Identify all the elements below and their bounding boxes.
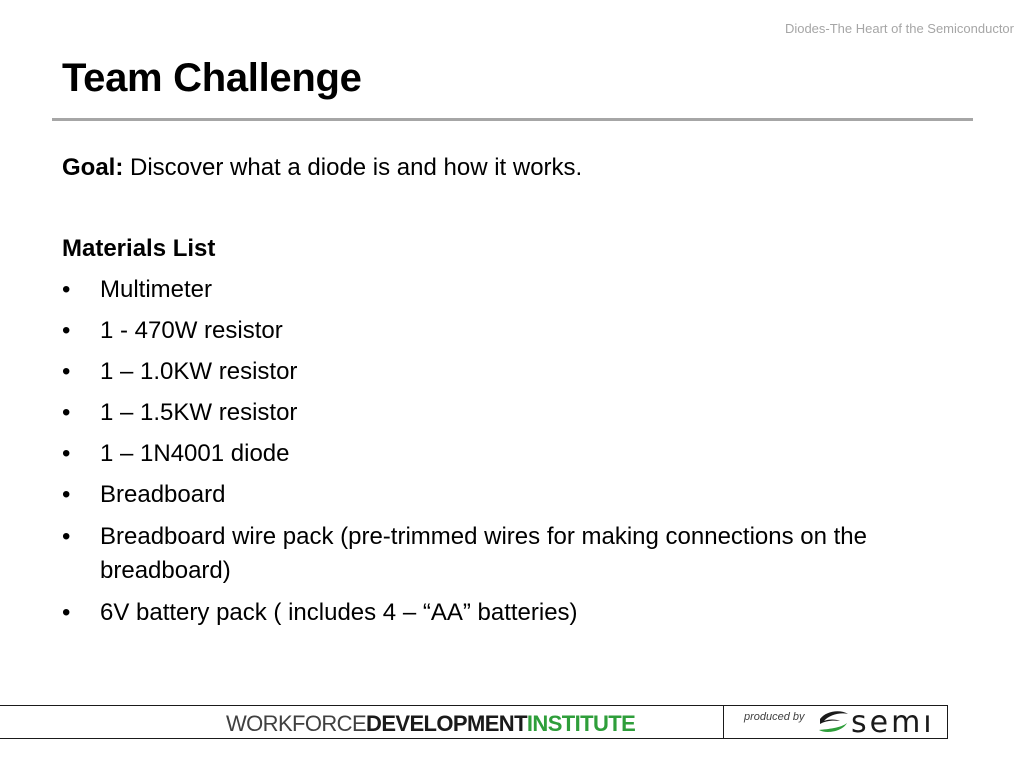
slide-content	[62, 152, 942, 629]
header-note: Diodes-The Heart of the Semiconductor	[784, 21, 1014, 36]
bullet-icon: •	[62, 317, 71, 344]
bullet-icon: •	[62, 440, 71, 467]
slide-title: Team Challenge	[62, 56, 362, 100]
bullet-icon: •	[62, 599, 71, 626]
materials-item-text: 1 – 1.5KW resistor	[100, 399, 298, 426]
materials-item	[62, 315, 942, 347]
goal-line	[62, 152, 942, 184]
materials-item	[62, 438, 942, 470]
title-divider	[52, 118, 973, 121]
bullet-icon: •	[62, 358, 71, 385]
materials-item-text: 1 - 470W resistor	[100, 317, 283, 344]
goal-label: Goal:	[62, 154, 124, 181]
materials-item	[62, 397, 942, 429]
materials-item	[62, 479, 942, 511]
semi-logo-text: semı	[851, 705, 935, 740]
wdi-development: DEVELOPMENT	[366, 711, 527, 736]
wdi-institute: INSTITUTE	[526, 711, 636, 736]
semi-swoosh-icon	[816, 708, 850, 736]
materials-item	[62, 356, 942, 388]
wdi-workforce: WORKFORCE	[226, 711, 367, 736]
materials-item-text: 6V battery pack ( includes 4 – “AA” batteries)	[100, 599, 578, 626]
materials-list	[62, 274, 942, 629]
bullet-icon: •	[62, 481, 71, 508]
materials-item	[62, 274, 942, 306]
footer-divider	[723, 706, 724, 738]
bullet-icon: •	[62, 523, 71, 550]
workforce-development-institute-logo	[226, 706, 635, 740]
produced-by-label: produced by	[744, 711, 805, 723]
goal-text: Discover what a diode is and how it works.	[123, 154, 583, 181]
bullet-icon: •	[62, 399, 71, 426]
materials-item	[62, 520, 942, 588]
materials-item-text: Breadboard	[100, 481, 226, 508]
materials-item-text: 1 – 1.0KW resistor	[100, 358, 298, 385]
bullet-icon: •	[62, 276, 71, 303]
materials-heading: Materials List	[62, 235, 216, 262]
materials-item-text: Multimeter	[100, 276, 213, 303]
materials-item-text: Breadboard wire pack (pre-trimmed wires for making connections on the breadboard)	[100, 523, 868, 584]
materials-item	[62, 597, 942, 629]
materials-item-text: 1 – 1N4001 diode	[100, 440, 290, 467]
